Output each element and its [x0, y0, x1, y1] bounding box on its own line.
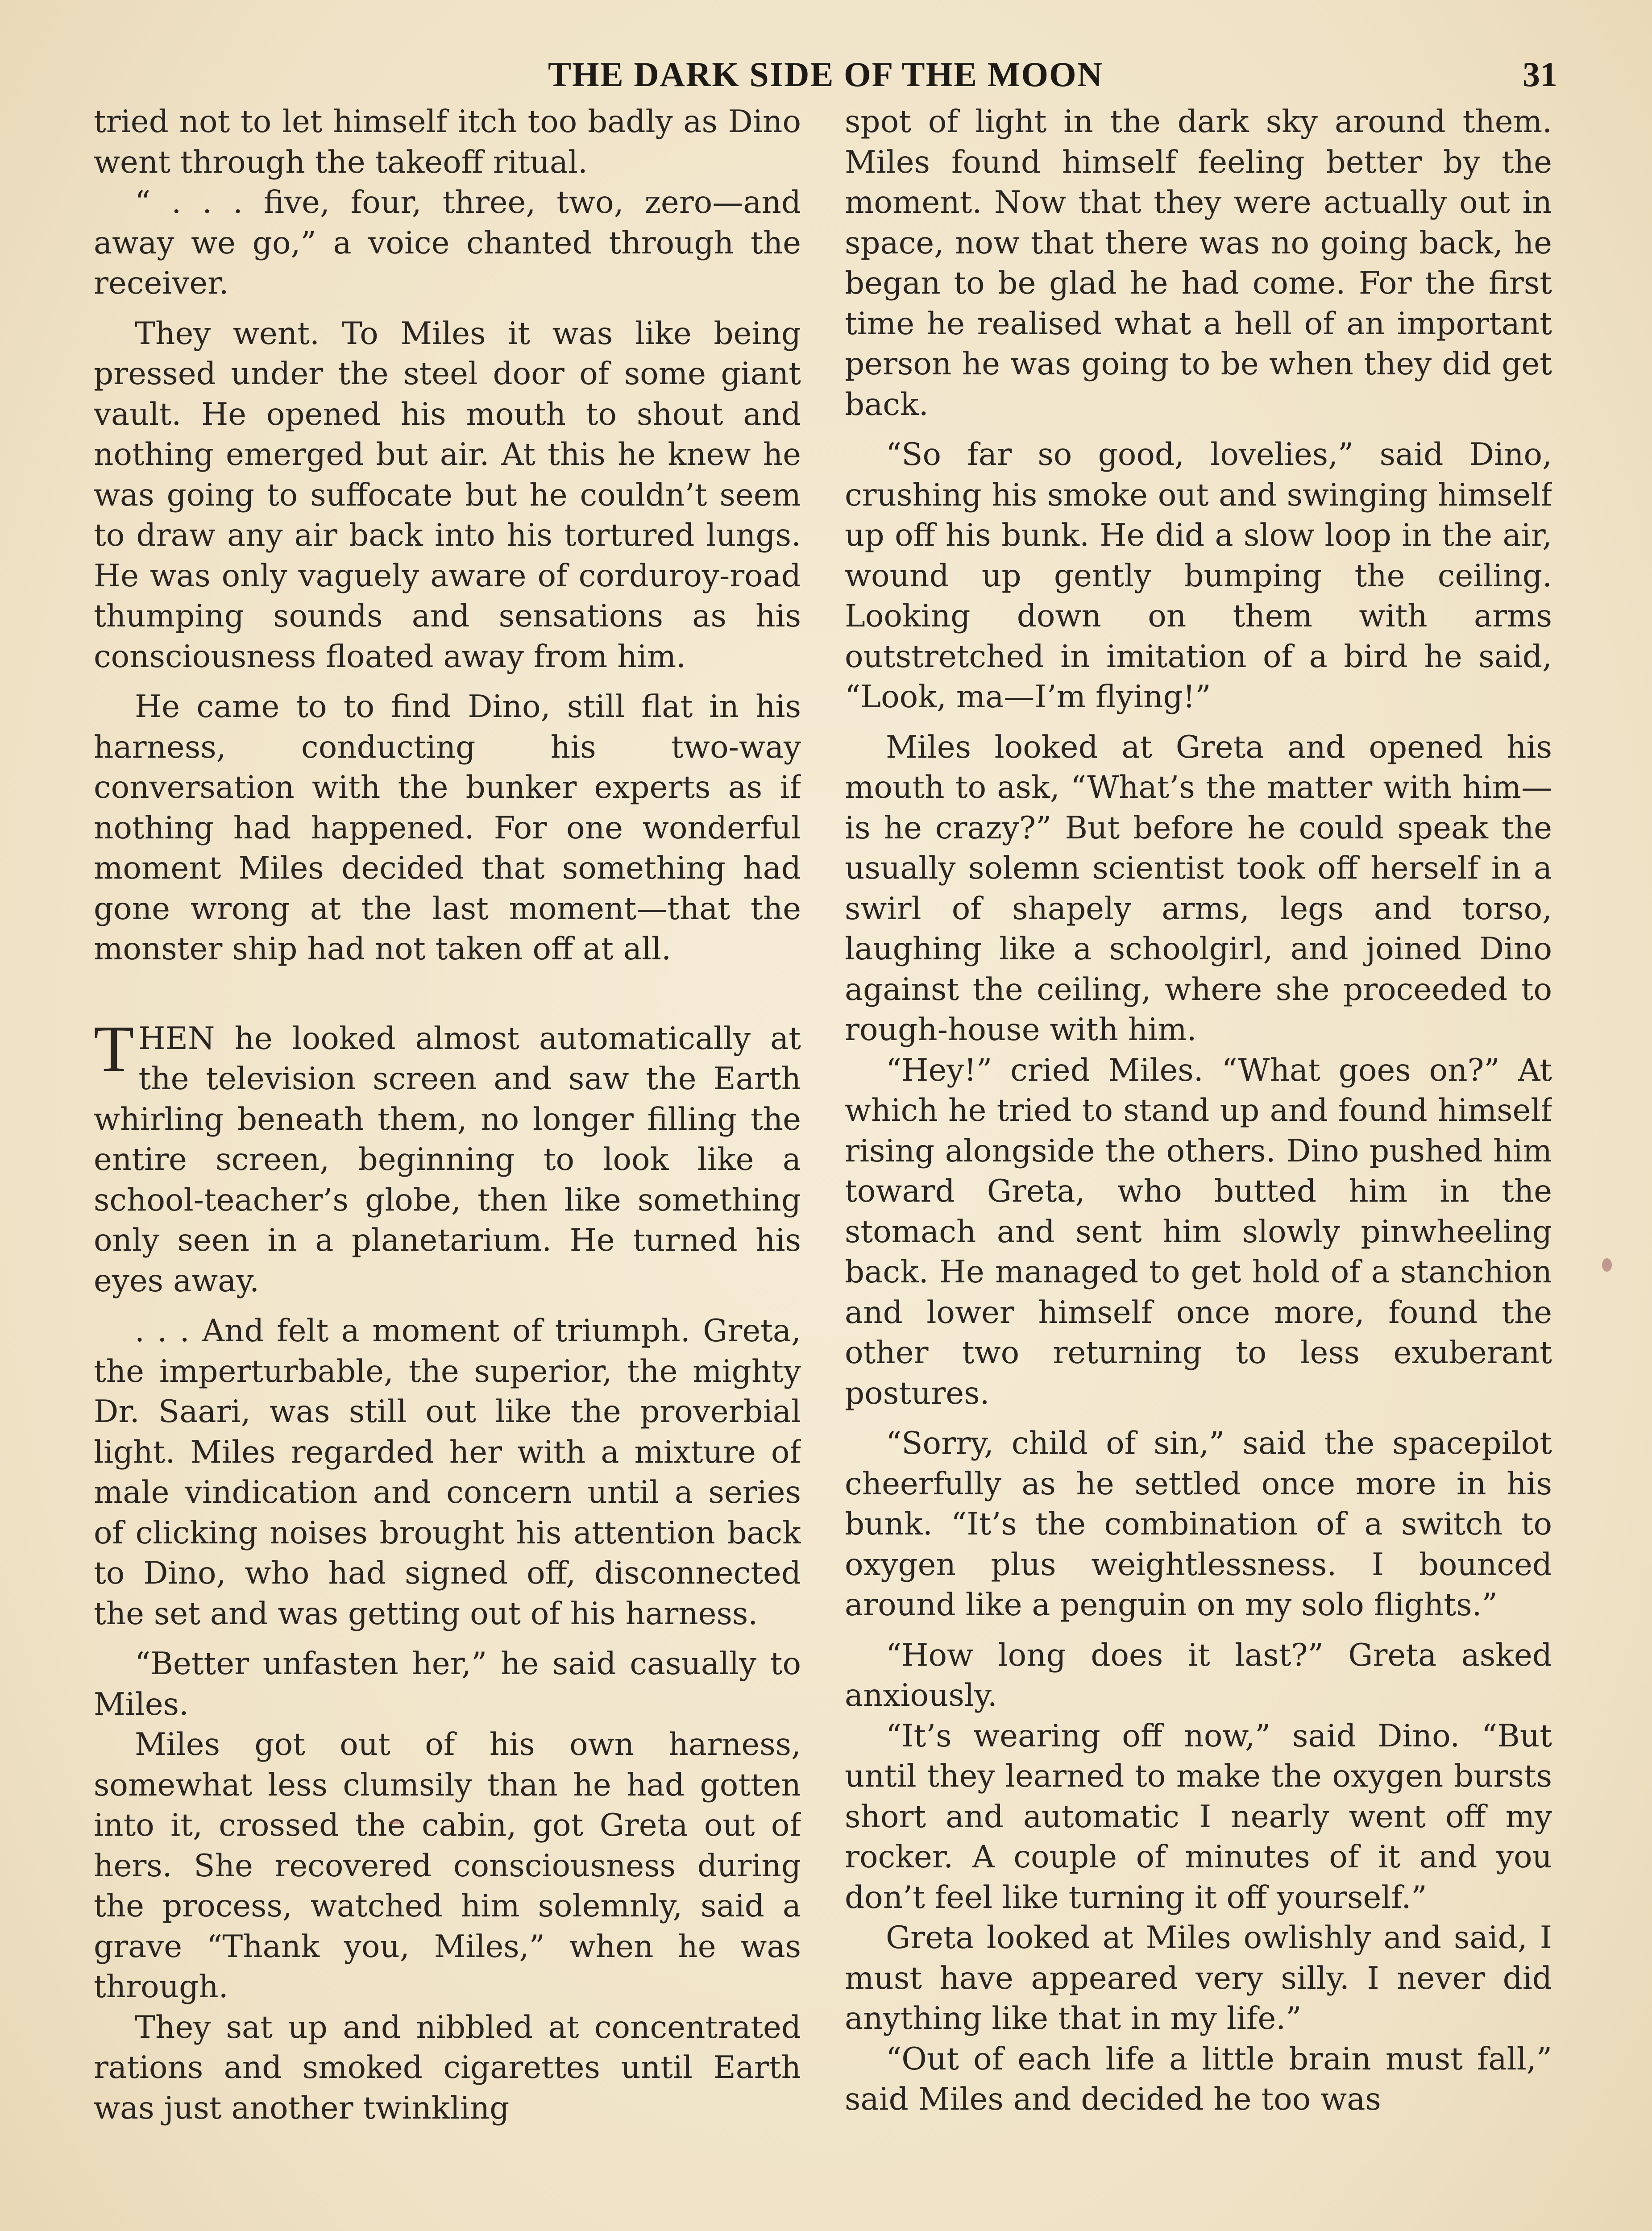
paragraph: . . . And felt a moment of triumph. Greta, the imperturbable, the superior, the mighty Dr. Saari, was still out like the proverbial light. Miles regarded her with a mixture of male vindication and concern until a series of clicking noises brought his attention back to Dino, who had signed off, disconnected the set and was getting out of his harness.: [94, 1313, 801, 1632]
right-column: [845, 102, 1552, 2231]
paragraph: Greta looked at Miles owlishly and said, I must have appeared very silly. I never did anything like that in my life.”: [845, 1920, 1552, 2036]
paragraph: spot of light in the dark sky around them. Miles found himself feeling better by the moment. Now that they were actually out in space, now that there was no going back, he began to be glad he had come. For the first time he realised what a hell of an important person he was going to be when they did get back.: [845, 104, 1552, 423]
paragraph: Miles looked at Greta and opened his mouth to ask, “What’s the matter with him—is he crazy?” But before he could speak the usually solemn scientist took off herself in a swirl of shapely arms, legs and torso, laughing like a schoolgirl, and joined Dino against the ceiling, where she proceeded to rough-house with him.: [845, 729, 1552, 1048]
paper-speck: [1602, 1258, 1612, 1272]
paragraph: They sat up and nibbled at concentrated rations and smoked cigarettes until Earth was just another twinkling: [94, 2009, 801, 2126]
section-opening-text: HEN he looked almost automatically at the television screen and saw the Earth whirling beneath them, no longer filling the entire screen, beginning to look like a school-teacher’s globe, then like something only seen in a planetarium. He turned his eyes away.: [94, 1020, 801, 1299]
paragraph: “Hey!” cried Miles. “What goes on?” At which he tried to stand up and found himself rising alongside the others. Dino pushed him toward Greta, who butted him in the stomach and sent him slowly pinwheeling back. He managed to get hold of a stanchion and lower himself once more, found the other two returning to less exuberant postures.: [845, 1052, 1552, 1411]
paragraph: “Out of each life a little brain must fall,” said Miles and decided he too was: [845, 2041, 1552, 2117]
drop-cap: T: [94, 1012, 134, 1086]
paragraph: “So far so good, lovelies,” said Dino, crushing his smoke out and swinging himself up off his bunk. He did a slow loop in the air, wound up gently bumping the ceiling. Looking down on them with arms outstretched in imitation of a bird he said, “Look, ma—I’m flying!”: [845, 437, 1552, 715]
page-header: [94, 54, 1557, 108]
paragraph: “How long does it last?” Greta asked anxiously.: [845, 1637, 1552, 1713]
paper-speck: [388, 1820, 402, 1824]
paragraph: “ . . . five, four, three, two, zero—and away we go,” a voice chanted through the receiver.: [94, 185, 801, 301]
running-title: THE DARK SIDE OF THE MOON: [548, 55, 1103, 94]
paragraph: They went. To Miles it was like being pressed under the steel door of some giant vault. He opened his mouth to shout and nothing emerged but air. At this he knew he was going to suffocate but he couldn’t seem to draw any air back into his tortured lungs. He was only vaguely aware of corduroy-road thumping sounds and sensations as his consciousness floated away from him.: [94, 315, 801, 675]
page-number: 31: [1523, 55, 1557, 94]
paragraph: He came to to find Dino, still flat in his harness, conducting his two-way conversation with the bunker experts as if nothing had happened. For one wonderful moment Miles decided that something had gone wrong at the last moment—that the monster ship had not taken off at all.: [94, 689, 801, 967]
paragraph: tried not to let himself itch too badly as Dino went through the takeoff ritual.: [94, 104, 801, 180]
left-column: [94, 102, 801, 2231]
section-opening-paragraph: [94, 1012, 801, 1302]
paragraph: Miles got out of his own harness, somewhat less clumsily than he had gotten into it, crossed the cabin, got Greta out of hers. She recovered consciousness during the process, watched him solemnly, said a grave “Thank you, Miles,” when he was through.: [94, 1727, 801, 2005]
paragraph: “Better unfasten her,” he said casually to Miles.: [94, 1646, 801, 1722]
paragraph: “It’s wearing off now,” said Dino. “But until they learned to make the oxygen bursts short and automatic I nearly went off my rocker. A couple of minutes of it and you don’t feel like turning it off yourself.”: [845, 1718, 1552, 1916]
paragraph: “Sorry, child of sin,” said the spacepilot cheerfully as he settled once more in his bunk. “It’s the combination of a switch to oxygen plus weightlessness. I bounced around like a penguin on my solo flights.”: [845, 1426, 1552, 1623]
